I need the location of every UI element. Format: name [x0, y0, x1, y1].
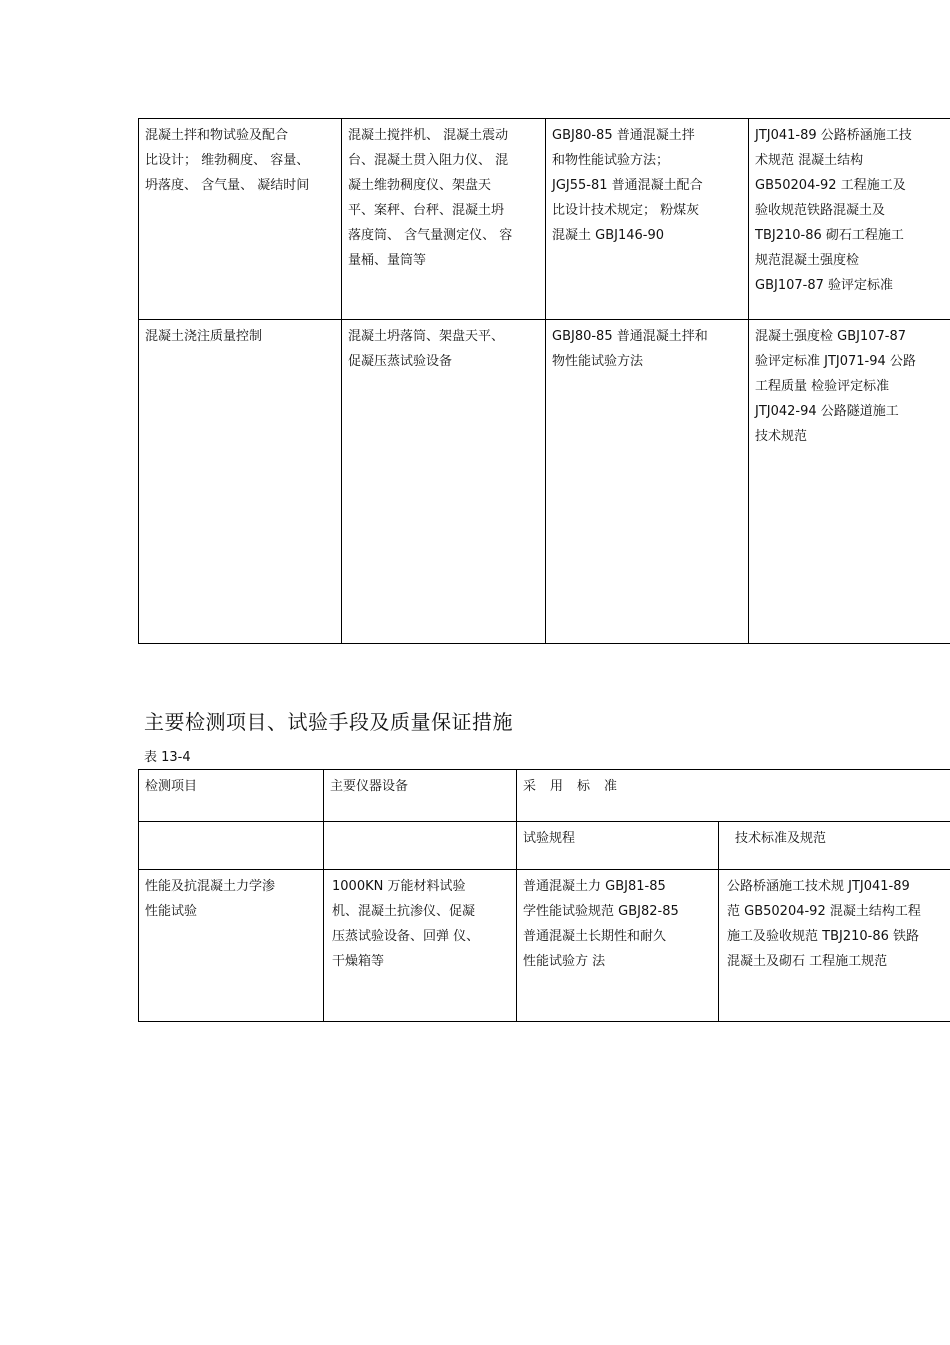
table-caption: 表 13-4 — [144, 750, 191, 765]
table-subheader-row — [139, 822, 950, 870]
tech-cell — [719, 870, 950, 1022]
procedure-text: GBJ80-85 普通混凝土拌和 物性能试验方法 — [552, 329, 708, 369]
equipment-cell — [324, 870, 517, 1022]
standard-cell — [749, 119, 950, 320]
header-equipment — [324, 770, 517, 822]
procedure-cell — [517, 870, 719, 1022]
test-item-text: 性能及抗混凝土力学渗 性能试验 — [145, 879, 276, 919]
table-row — [139, 119, 950, 320]
standard-cell — [749, 320, 950, 644]
test-item-cell — [139, 119, 342, 320]
header-item — [139, 770, 324, 822]
test-item-cell — [139, 320, 342, 644]
procedure-text: 普通混凝土力 GBJ81-85 学性能试验规范 GBJ82-85 普通混凝土长期性和耐久 性能试验方 法 — [523, 879, 679, 969]
header-standards-label: 采用标准 — [523, 779, 632, 794]
header-equipment-label: 主要仪器设备 — [330, 779, 409, 794]
table-row — [139, 870, 950, 1022]
procedure-cell — [546, 119, 749, 320]
table-row — [139, 320, 950, 644]
procedure-cell — [546, 320, 749, 644]
procedure-text: GBJ80-85 普通混凝土拌 和物性能试验方法； JGJ55-81 普通混凝土配合 比设计技术规定； 粉煤灰 混凝土 GBJ146-90 — [552, 128, 703, 243]
section-title: 主要检测项目、试验手段及质量保证措施 — [144, 710, 513, 734]
test-item-cell — [139, 870, 324, 1022]
equipment-cell — [342, 320, 546, 644]
test-item-text: 混凝土浇注质量控制 — [145, 329, 263, 344]
header-standards — [517, 770, 950, 822]
header-tech — [719, 822, 950, 870]
header-procedure — [517, 822, 719, 870]
header-item-label: 检测项目 — [145, 779, 198, 794]
tech-text: 公路桥涵施工技术规 JTJ041-89 范 GB50204-92 混凝土结构工程 施工及验收规范 TBJ210-86 铁路 混凝土及砌石 工程施工规范 — [727, 879, 921, 969]
test-item-text: 混凝土拌和物试验及配合 比设计； 维勃稠度、 容量、 坍落度、 含气量、 凝结时间 — [145, 128, 310, 193]
standard-text: 混凝土强度检 GBJ107-87 验评定标准 JTJ071-94 公路 工程质量 检验评定标准 JTJ042-94 公路隧道施工 技术规范 — [755, 329, 916, 444]
equipment-text: 1000KN 万能材料试验 机、混凝土抗渗仪、促凝 压蒸试验设备、回弹 仪、 干燥箱等 — [332, 879, 480, 969]
equipment-text: 混凝土搅拌机、 混凝土震动 台、混凝土贯入阻力仪、 混 凝土维勃稠度仪、架盘天 平、案秤、台秤、混凝土坍 落度筒、 含气量测定仪、 容 量桶、量筒等 — [348, 128, 513, 268]
equipment-cell — [342, 119, 546, 320]
equipment-text: 混凝土坍落筒、架盘天平、 促凝压蒸试验设备 — [348, 329, 505, 369]
standard-text: JTJ041-89 公路桥涵施工技 术规范 混凝土结构 GB50204-92 工程施工及 验收规范铁路混凝土及 TBJ210-86 砌石工程施工 规范混凝土强度检 GBJ107-87 验评定标准 — [755, 128, 912, 293]
concrete-test-table — [138, 118, 950, 644]
header-procedure-label: 试验规程 — [523, 831, 576, 846]
empty-cell — [324, 822, 517, 870]
header-tech-label: 技术标准及规范 — [735, 831, 827, 846]
inspection-table — [138, 769, 950, 1022]
table-header-row — [139, 770, 950, 822]
empty-cell — [139, 822, 324, 870]
